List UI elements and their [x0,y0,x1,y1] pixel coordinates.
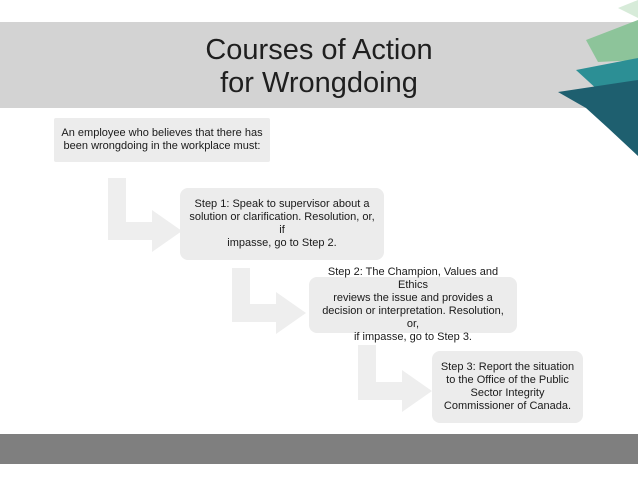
step-3-line: Step 3: Report the situation [440,361,575,373]
title-line-1: Courses of Action [205,34,433,66]
step-3-line: Sector Integrity [470,387,545,399]
step-2-line: Step 2: The Champion, Values and Ethics [327,266,499,291]
step-3-box [432,351,583,423]
bent-arrow-3 [358,345,432,412]
bent-arrow-2 [232,268,306,334]
step-2-box [309,266,517,343]
footer-band [0,434,638,464]
bent-arrow-1 [108,178,182,252]
step-1-line: solution or clarification. Resolution, or, if [189,211,375,236]
step-2-line: reviews the issue and provides a [333,292,493,304]
intro-line: been wrongdoing in the workplace must: [63,140,261,152]
step-2-line: decision or interpretation. Resolution, or, [322,305,504,330]
step-1-box [180,188,384,260]
step-3-line: Commissioner of Canada. [443,400,572,412]
intro-box [54,118,270,162]
step-2-line: if impasse, go to Step 3. [353,331,472,343]
step-1-line: impasse, go to Step 2. [227,237,337,249]
step-1-line: Step 1: Speak to supervisor about a [194,198,370,210]
intro-line: An employee who believes that there has [61,127,263,139]
step-3-line: to the Office of the Public [446,374,569,386]
title-line-2: for Wrongdoing [220,67,418,99]
